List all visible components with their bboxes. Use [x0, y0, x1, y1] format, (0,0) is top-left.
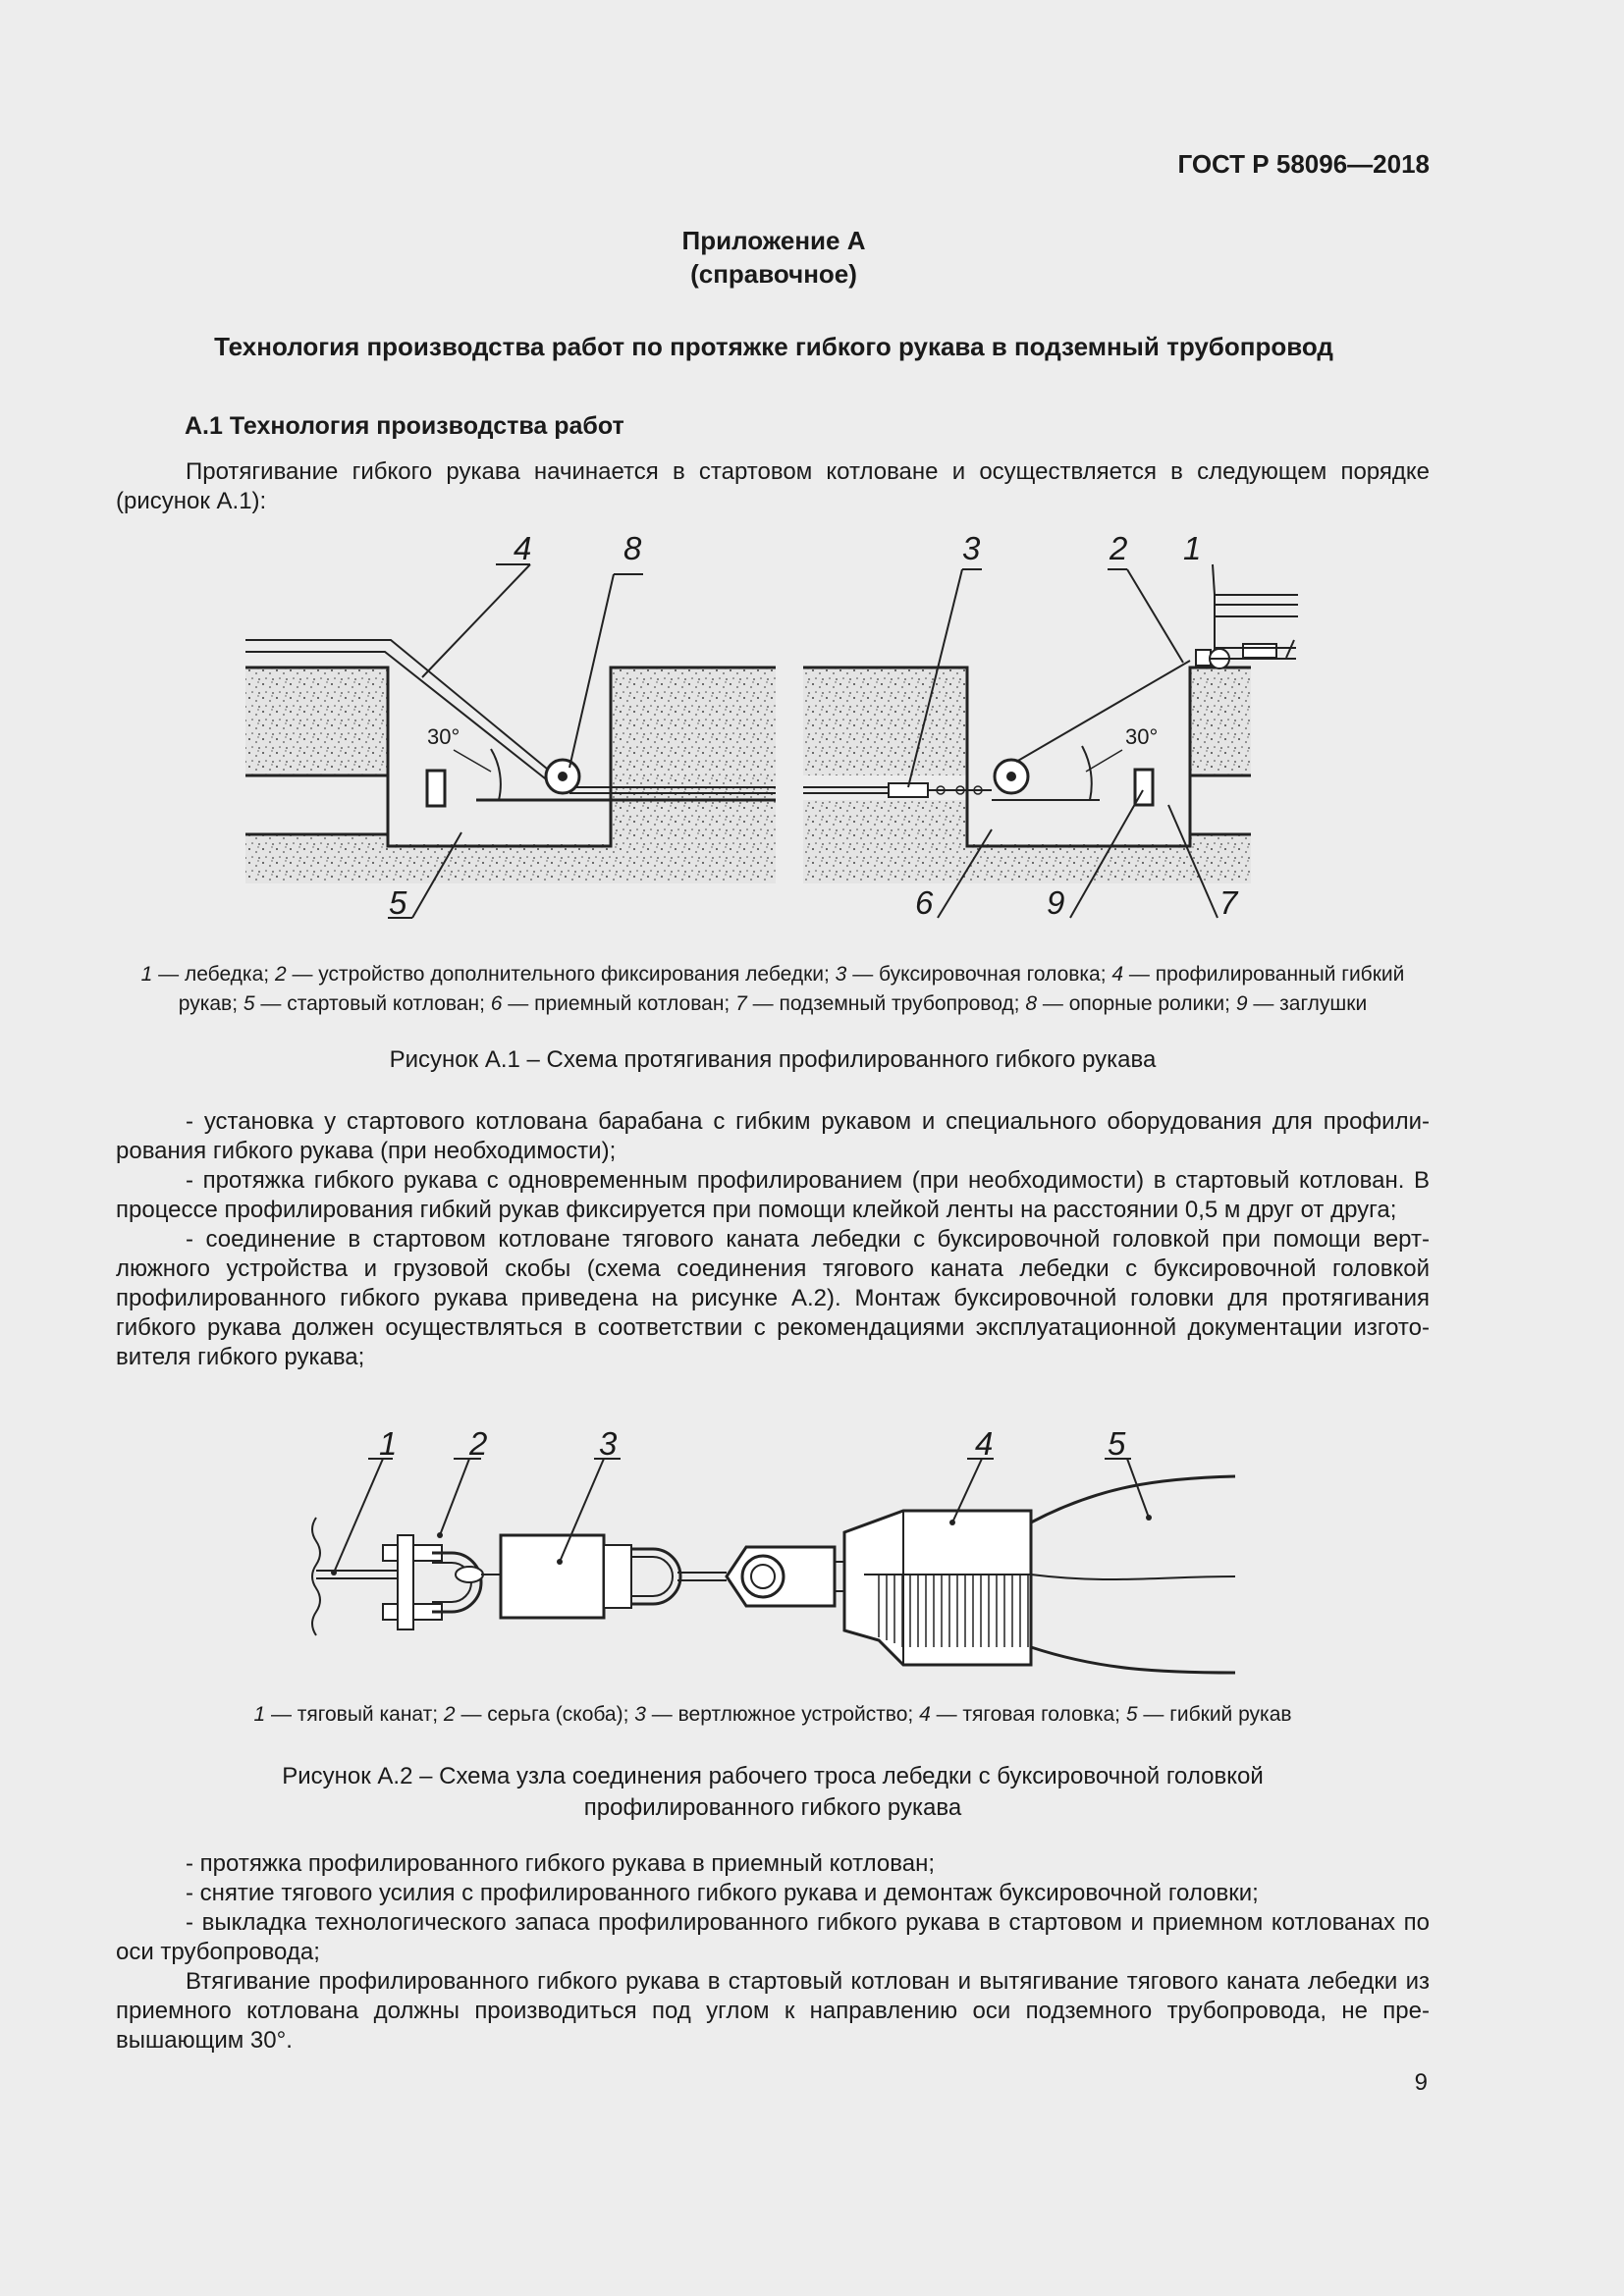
closing-paragraph: Втягивание профилированного гибкого рукава в стартовый котлован и вытягивание тягового каната лебедки из приемного котлована должны производиться под углом к направлению оси подземного трубопровода, не превышающим 30°. [116, 1968, 1430, 2054]
angle-label-right: 30° [1125, 724, 1159, 749]
fig2-label-2: 2 [469, 1425, 488, 1462]
fig2-label-5: 5 [1108, 1425, 1126, 1462]
figure-a1-caption: Рисунок А.1 – Схема протягивания профилированного гибкого рукава [389, 1046, 1157, 1073]
fig2-label-4: 4 [975, 1425, 994, 1462]
fig2-label-1: 1 [379, 1425, 398, 1462]
figure-a2-caption [116, 1761, 1430, 1824]
appendix-heading: Технология производства работ по протяжке гибкого рукава в подземный трубопровод [214, 332, 1333, 361]
intro-text: Протягивание гибкого рукава начинается в стартовом котловане и осуществляется в следующем порядке (рисунок А.1): [116, 458, 1430, 514]
annex-subtitle: (справочное) [690, 259, 857, 289]
list-item: - выкладка технологического запаса профилированного гибкого рукава в стартовом и приемном котлованах по оси трубопровода; [116, 1909, 1430, 1965]
figure-a1 [0, 530, 1624, 933]
document-code: ГОСТ Р 58096—2018 [1177, 149, 1430, 179]
list-item: - соединение в стартовом котловане тягового каната лебедки с буксировочной головкой при помощи вертлюжного устройства и грузовой скобы (схема соединения тягового каната лебедки с буксировочной головкой профилированного гибкого рукава приведена на рисунке А.2). Монтаж буксировочной головки для протягивания гибкого рукава должен осуществляться в соответствии с рекомендациями эксплуатационной документации изготовителя гибкого рукава; [116, 1226, 1430, 1370]
fig1-label-7: 7 [1219, 884, 1238, 921]
fig1-label-4: 4 [514, 530, 532, 566]
page-number: 9 [1414, 2069, 1428, 2096]
list-item: - протяжка профилированного гибкого рукава в приемный котлован; [186, 1850, 936, 1877]
steps-list-2 [116, 1849, 1430, 2056]
figure-a2-caption-line1: Рисунок А.2 – Схема узла соединения рабочего троса лебедки с буксировочной головкой [282, 1763, 1264, 1789]
figure-a1-legend: 1 — лебедка; 2 — устройство дополнительного фиксирования лебедки; 3 — буксировочная головка; 4 — профилированный гибкий рукав; 5 — стартовый котлован; 6 — приемный котлован; 7 — подземный трубопровод; 8 — опорные ролики; 9 — заглушки [140, 963, 1405, 1015]
figure-a2 [0, 1419, 1624, 1684]
list-item: - установка у стартового котлована барабана с гибким рукавом и специального оборудования для профилирования гибкого рукава (при необходимости); [116, 1108, 1430, 1164]
fig1-label-9: 9 [1047, 884, 1065, 921]
section-heading: А.1 Технология производства работ [185, 412, 624, 440]
figure-a1-drawing [0, 530, 1624, 933]
fig2-label-3: 3 [599, 1425, 618, 1462]
steps-list-1 [116, 1107, 1430, 1372]
list-item: - снятие тягового усилия с профилированного гибкого рукава и демонтаж буксировочной головки; [186, 1880, 1259, 1906]
fig1-label-8: 8 [623, 530, 642, 566]
angle-label-left: 30° [427, 724, 460, 749]
fig1-label-5: 5 [389, 884, 407, 921]
list-item: - протяжка гибкого рукава с одновременным профилированием (при необходимости) в стартовый котлован. В процессе профилирования гибкий рукав фиксируется при помощи клейкой ленты на расстоянии 0,5 м друг от друга; [116, 1167, 1430, 1223]
figure-a2-drawing [0, 1419, 1624, 1684]
figure-a2-caption-line2: профилированного гибкого рукава [583, 1794, 962, 1821]
fig1-label-6: 6 [915, 884, 934, 921]
fig1-label-2: 2 [1110, 530, 1128, 566]
fig1-label-1: 1 [1183, 530, 1202, 566]
fig1-label-3: 3 [962, 530, 981, 566]
receiving-pit-scheme [803, 530, 1298, 921]
intro-paragraph [116, 457, 1430, 516]
figure-a2-legend: 1 — тяговый канат; 2 — серьга (скоба); 3 — вертлюжное устройство; 4 — тяговая головка; 5 — гибкий рукав [253, 1703, 1292, 1726]
start-pit-scheme [245, 530, 776, 921]
annex-title: Приложение А [681, 226, 866, 255]
